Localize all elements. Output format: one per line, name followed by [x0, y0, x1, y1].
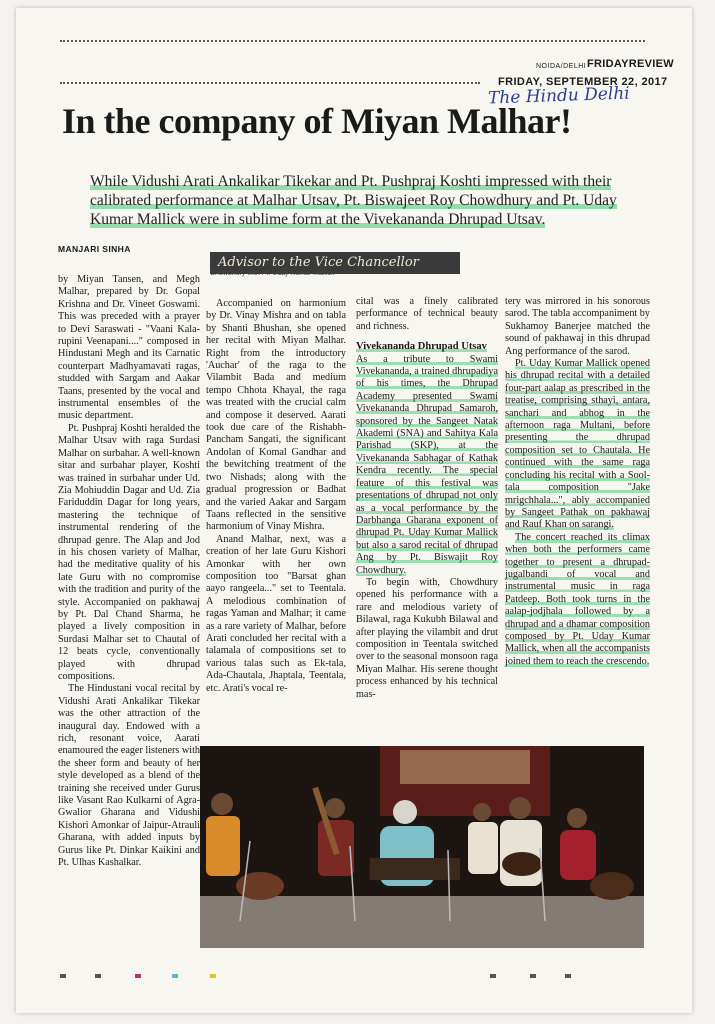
registration-mark [530, 974, 536, 978]
column-1 [58, 274, 200, 870]
event-banner [400, 750, 530, 784]
paragraph: Accompanied on harmonium by Dr. Vinay Mishra and on tabla by Shanti Bhushan, she opened her recital with Miyan Malhar. Right from the introductory 'Auchar' of the raga to the Vilambit Bada and medium tempo Chhota Khayal, the raga was treated with the crucial calm and compose it deserved. Aarati took due care of the Rishabh-Pancham Sangati, the significant Andolan of Komal Gandhar and the bewitching treatment of the two Nishads; along with the gradual progression or Badhat and the varied Aakar and Sargam Taans reflected in the sensitive harmonium of Vinay Mishra. [206, 298, 346, 533]
registration-mark [210, 974, 216, 978]
registration-mark [490, 974, 496, 978]
concert-stage-photo [200, 746, 644, 948]
highlighted-text: Pt. Uday Kumar Mallick opened his dhrupad recital with a detailed four-part aalap as prescribed in the treatise, comprising sthayi, antara, sanchari and abhog in the afternoon raga Multani, before presenting the dhrupad composition set to Chautala. He continued with the same raga concluding his recital with a Sool-tala composition "Jake mrigchhala...", ably accompanied by Sangeet Pathak on pakhawaj and Rauf Khan on sarangi. [505, 358, 650, 531]
byline: MANJARI SINHA [58, 244, 131, 254]
highlighted-text: As a tribute to Swami Vivekananda, a trained dhrupadiya of his times, the Dhrupad Academy presented Swami Vivekananda Dhrupad Samaroh, sponsored by the Sangeet Natak Akademi (SNA) and Sahitya Kala Parishad (SKP), at the Vivekananda Sabhagar of Kathak Kendra recently. The special feature of this festival was presentations of dhrupad not only as a vocal performance by the Darbhanga Gharana exponent of dhrupad Pt. Uday Kumar Mallick but also a sarod recital of dhrupad Ang by Pt. Biswajit Roy Chowdhury. [356, 353, 498, 576]
dotted-rule-top [60, 40, 645, 42]
overlay-banner: Advisor to the Vice Chancellor [210, 252, 460, 274]
standfirst-text: While Vidushi Arati Ankalikar Tikekar and Pt. Pushpraj Koshti impressed with their calibrated performance at Malhar Utsav, Pt. Biswajeet Roy Chowdhury and Pt. Uday Kumar Mallick were in sublime form at the Vivekananda Dhrupad Utsav. [90, 173, 617, 228]
subheading [356, 341, 498, 353]
paragraph: The Hindustani vocal recital by Vidushi Arati Ankalikar Tikekar was the other attraction of the inaugural day. Endowed with a rich, resonant voice, Aarati enamoured the eager listeners with the sheer form and beauty of her style developed as a blend of the training she received under Gurus like Vasant Rao Kulkarni of Agra-Gwalior Gharana and Vidushi Kishori Amonkar of Jaipur-Atrauli Gharana, with added inputs by Gurus like Pt. Dinkar Kaikini and Pt. Ulhas Kashalkar. [58, 683, 201, 869]
dotted-rule-mid [60, 82, 480, 84]
stage-floor [200, 896, 644, 948]
dateline: FRIDAY, SEPTEMBER 22, 2017 [498, 76, 668, 88]
paragraph: by Miyan Tansen, and Megh Malhar, prepared by Dr. Gopal Krishna and Dr. Vineet Goswami. This was preceded with a prayer to Devi Saraswati - "Vaani Kala-rupini Veenapani...." composed in Hindustani Megh and its Carnatic counterpart Madhyamavati ragas, studded with Sargam and Aakar Taans, presented by the vocal and instrumental ensembles of the music department. [58, 274, 200, 422]
registration-mark [565, 974, 571, 978]
photo-illustration [200, 746, 644, 948]
paragraph: tery was mirrored in his sonorous sarod. The tabla accompaniment by Sukhamoy Banerjee matched the sound of pakhawaj in this dhrupad Ang performance of the sarod. [505, 296, 650, 357]
handwritten-note: The Hindu Delhi [487, 83, 631, 109]
registration-mark [60, 974, 66, 978]
harmonium [370, 858, 460, 880]
paragraph: To begin with, Chowdhury opened his performance with a rare and melodious variety of Bilawal, raga Kukubh Bilawal and after playing the vilambit and drut composition in Teentala switched over to the seasonal monsoon raga Miyan Malhar. His serene thought process enhanced by his technical mas- [356, 576, 498, 700]
paragraph [505, 532, 650, 668]
section-brand: FRIDAYREVIEW [587, 58, 674, 70]
subheading-text: Vivekananda Dhrupad Utsav [356, 341, 487, 353]
paragraph: cital was a finely calibrated performance of technical beauty and richness. [356, 296, 498, 332]
paragraph: Pt. Pushpraj Koshti heralded the Malhar Utsav with raga Surdasi Malhar on surbahar. A well-known sitar and surbahar player, Koshti was trained in surbahar under Ud. Zia Mohiuddin Dagar and Ud. Zia Fariduddin Dagar for long years, mastering the technique of instrumental rendering of the dhrupad genre. The Alap and Jod in his chosen variety of Malhar, had the meditative quality of his late Guru with no compromise with the tradition and purity of the style. Accompanied on pakhawaj by Pt. Dal Chand Sharma, he played a lively composition in Surdasi Malhar set to Chautal of 12 beats cycle, conventionally played with dhrupad compositions. [58, 422, 200, 682]
paragraph: Anand Malhar, next, was a creation of her late Guru Kishori Amonkar with her own composition too "Barsat ghan aayo rangeela..." set to Teentala. A melodious combination of ragas Yaman and Malhar; it came as a rare variety of Malhar, before Arati concluded her recital with a talamala of compositions set to various talas such as Ek-tala, Ada-Chautala, Jhaptala, Teentala, etc. Arati's vocal re- [206, 533, 346, 694]
column-4 [505, 296, 650, 668]
overlay-caption: Chowdhury with Pt. Uday Kumar Mallick [210, 270, 335, 277]
paragraph [356, 354, 498, 577]
highlighted-text: The concert reached its climax when both the performers came together to present a dhrupad-jugalbandi of vocal and instrumental music in raga Patdeep. Both took turns in the aalap-jodjhala followed by a dhrupad and a dhamar composition composed by Pt. Uday Kumar Mallick, when all the accompanists joined them to reach the crescendo. [505, 531, 650, 667]
paragraph [505, 358, 650, 532]
column-3 [356, 296, 498, 701]
tabla [590, 872, 634, 900]
registration-mark [172, 974, 178, 978]
registration-mark [135, 974, 141, 978]
print-registration-marks [60, 974, 660, 978]
standfirst [90, 172, 650, 229]
column-2 [206, 298, 346, 695]
edition-label: NOIDA/DELHI [536, 63, 587, 70]
registration-mark [95, 974, 101, 978]
headline: In the company of Miyan Malhar! [62, 101, 572, 141]
